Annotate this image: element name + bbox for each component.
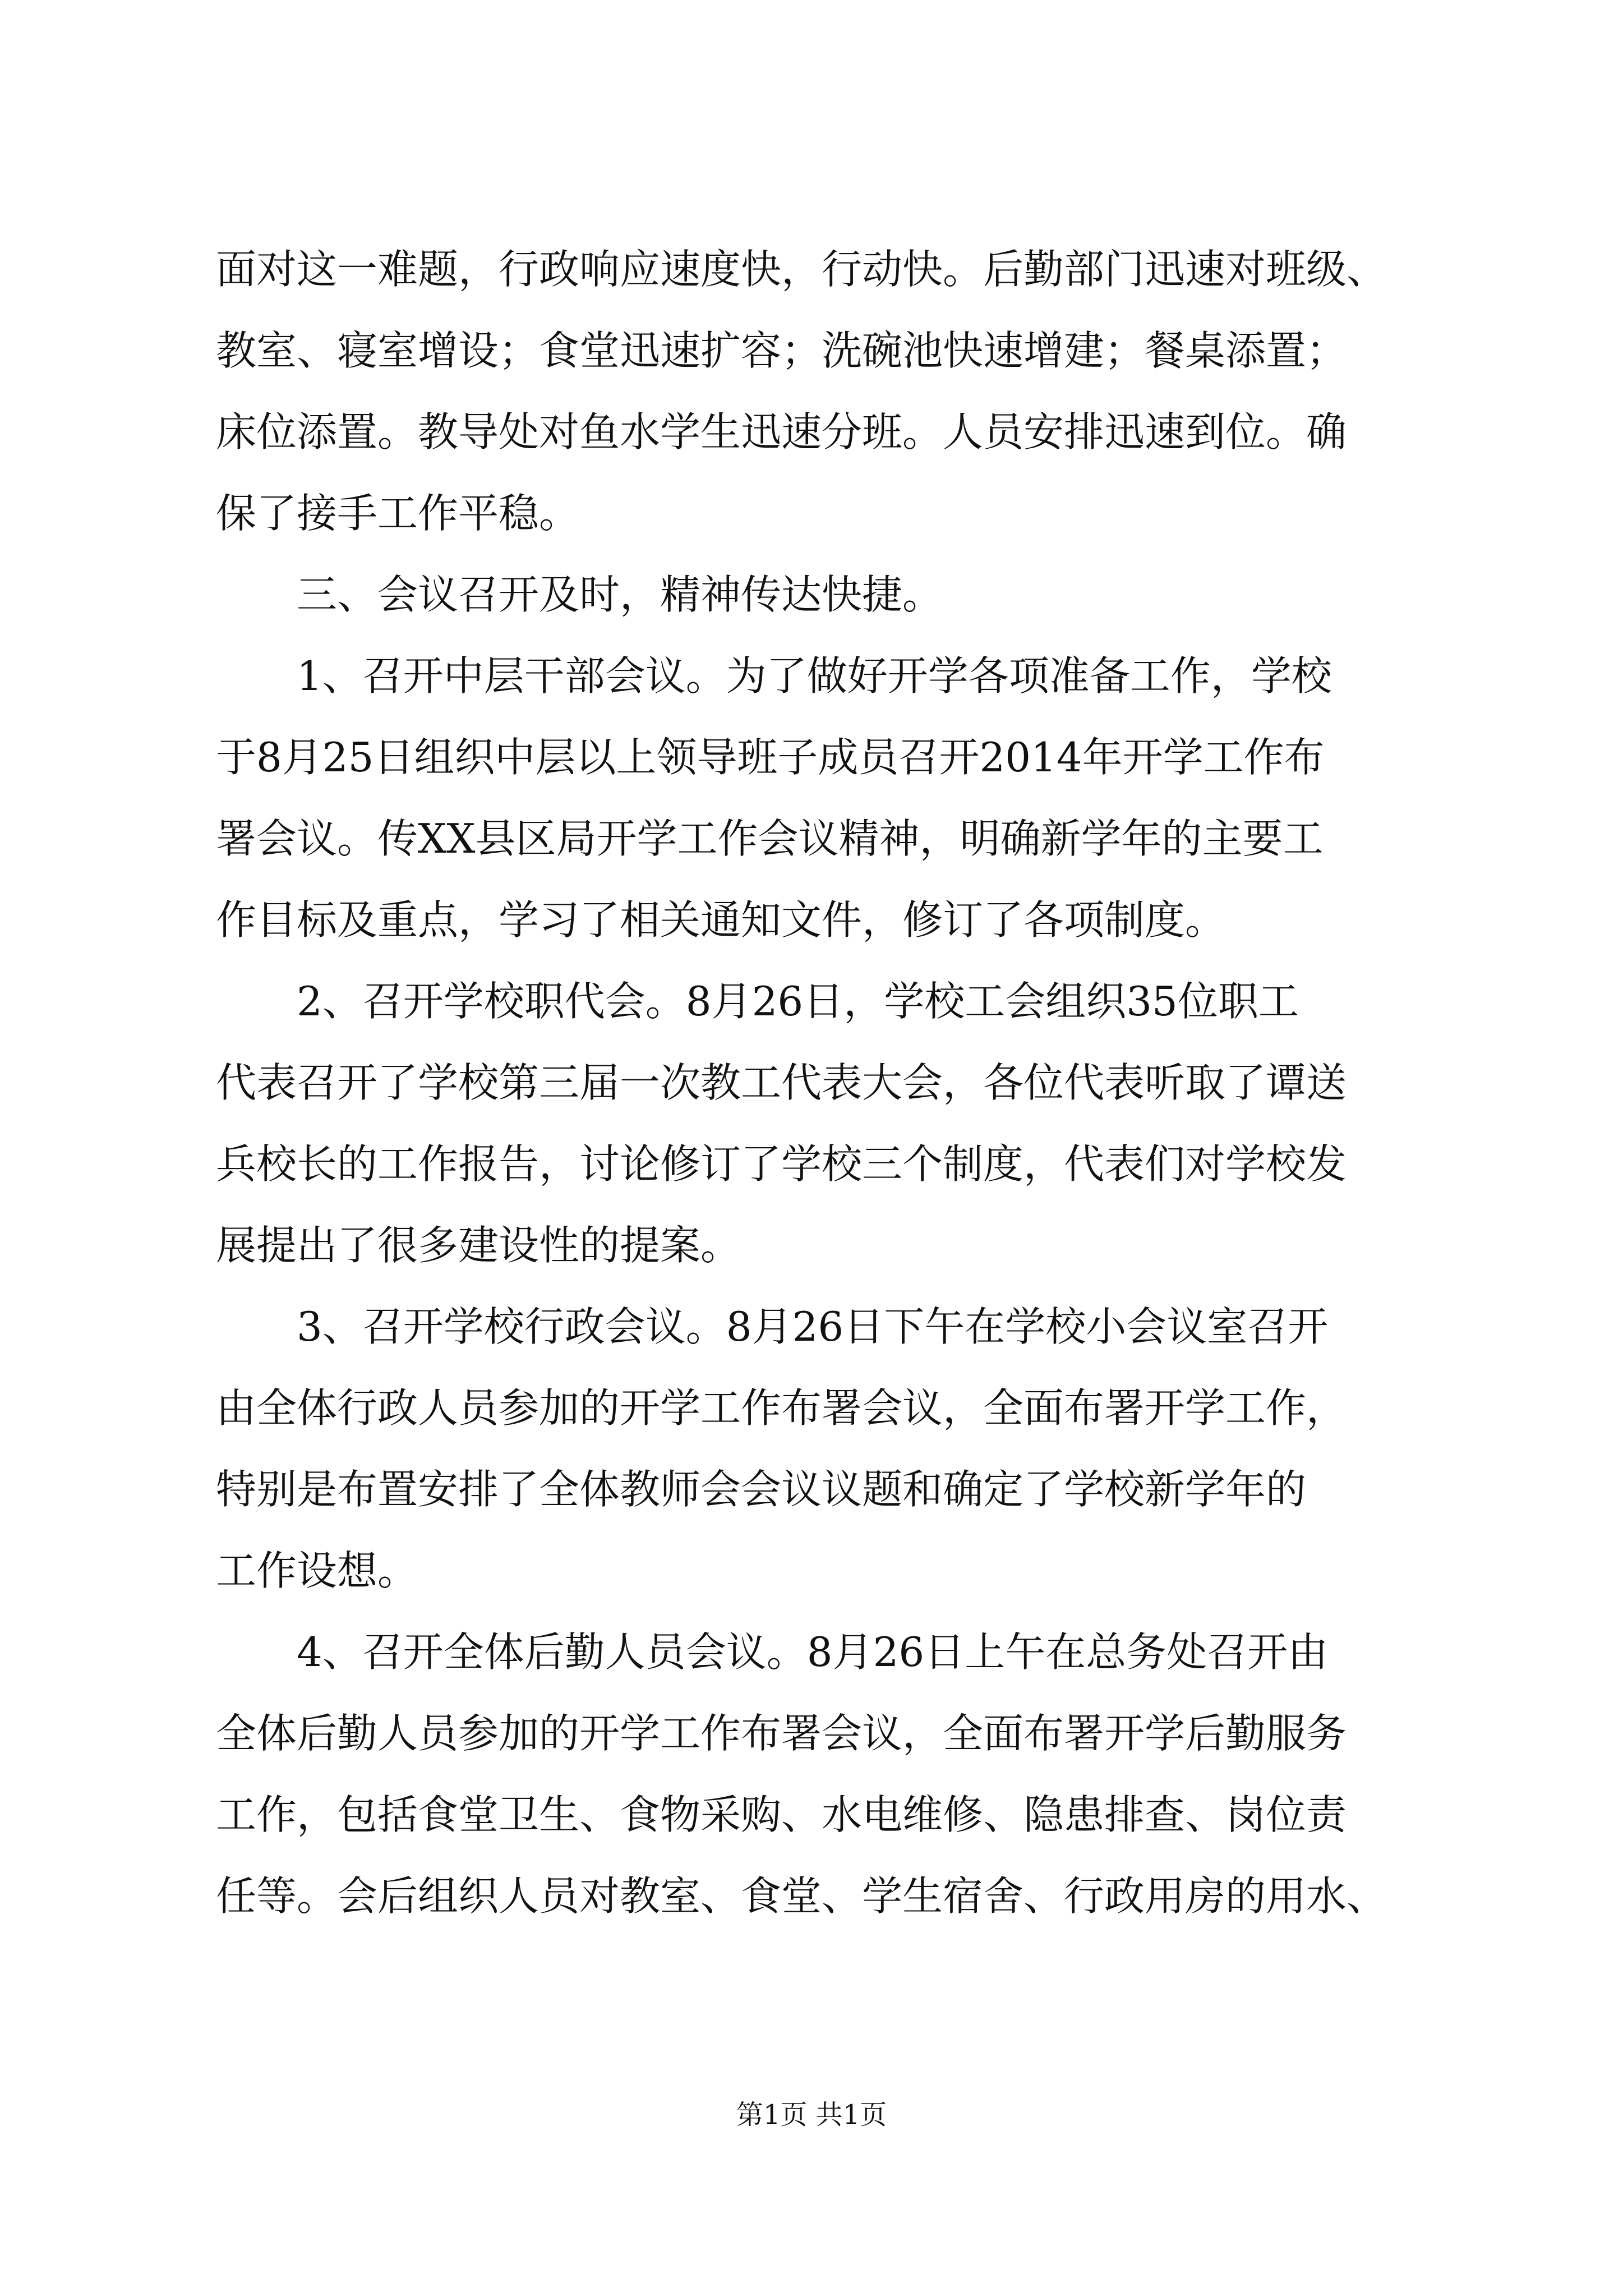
text-line: 工作设想。: [216, 1547, 418, 1594]
text-line: 2、召开学校职代会。8月26日，学校工会组织35位职工: [297, 978, 1299, 1025]
text-line: 署会议。传XX县区局开学工作会议精神，明确新学年的主要工: [216, 815, 1324, 862]
text-line: 展提出了很多建设性的提案。: [216, 1222, 741, 1269]
text-line: 于8月25日组织中层以上领导班子成员召开2014年开学工作布: [216, 734, 1325, 781]
text-line: 1、召开中层干部会议。为了做好开学各项准备工作，学校: [297, 652, 1332, 700]
text-line: 兵校长的工作报告，讨论修订了学校三个制度，代表们对学校发: [216, 1140, 1347, 1188]
text-line: 由全体行政人员参加的开学工作布署会议，全面布署开学工作，: [216, 1384, 1347, 1432]
text-line: 特别是布置安排了全体教师会会议议题和确定了学校新学年的: [216, 1466, 1307, 1513]
text-line: 代表召开了学校第三届一次教工代表大会，各位代表听取了谭送: [216, 1059, 1347, 1106]
text-line: 任等。会后组织人员对教室、食堂、学生宿舍、行政用房的用水、: [216, 1872, 1387, 1920]
text-line: 作目标及重点，学习了相关通知文件，修订了各项制度。: [216, 896, 1226, 944]
text-line: 4、召开全体后勤人员会议。8月26日上午在总务处召开由: [297, 1628, 1329, 1676]
text-line: 3、召开学校行政会议。8月26日下午在学校小会议室召开: [297, 1303, 1329, 1350]
section-heading: 三、会议召开及时，精神传达快捷。: [297, 571, 943, 618]
text-line: 工作，包括食堂卫生、食物采购、水电维修、隐患排查、岗位责: [216, 1791, 1347, 1838]
text-line: 保了接手工作平稳。: [216, 490, 580, 537]
text-line: 教室、寝室增设；食堂迅速扩容；洗碗池快速增建；餐桌添置；: [216, 327, 1347, 374]
text-line: 床位添置。教导处对鱼水学生迅速分班。人员安排迅速到位。确: [216, 408, 1347, 455]
text-line: 面对这一难题，行政响应速度快，行动快。后勤部门迅速对班级、: [216, 246, 1387, 293]
page-footer: 第1页 共1页: [736, 2099, 887, 2131]
text-line: 全体后勤人员参加的开学工作布署会议，全面布署开学后勤服务: [216, 1710, 1347, 1757]
